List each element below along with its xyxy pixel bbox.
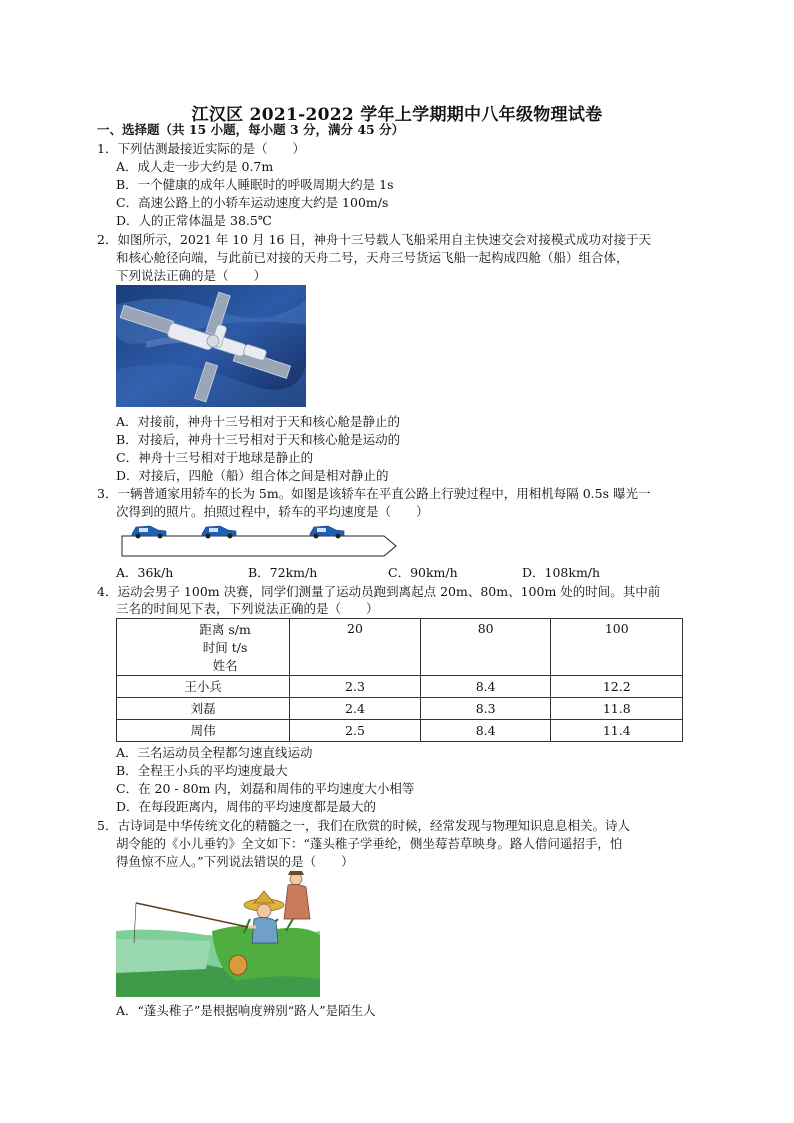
q1-option-c: C．高速公路上的小轿车运动速度大约是 100m/s (116, 195, 389, 210)
q3-option-a: A．36k/h (116, 565, 174, 580)
q2-option-d: D．对接后，四舱（船）组合体之间是相对静止的 (116, 468, 389, 483)
table-row: 周伟 2.5 8.4 11.4 (117, 720, 683, 742)
q4-option-b: B．全程王小兵的平均速度最大 (116, 763, 288, 778)
fishing-child-illustration (116, 869, 320, 997)
q4-option-d: D．在每段距离内，周伟的平均速度都是最大的 (116, 799, 377, 814)
question-5-stem-line3: 得鱼惊不应人。”下列说法错误的是（ ） (116, 854, 354, 869)
question-3-stem-line2: 次得到的照片。拍照过程中，轿车的平均速度是（ ） (116, 504, 429, 519)
question-4-stem-line1: 4．运动会男子 100m 决赛，同学们测量了运动员跑到离起点 20m、80m、100m 处的时间。其中前 (97, 584, 661, 599)
question-2-stem-line3: 下列说法正确的是（ ） (116, 268, 267, 283)
question-1-stem: 1．下列估测最接近实际的是（ ） (97, 141, 305, 156)
q1-option-d: D．人的正常体温是 38.5℃ (116, 213, 272, 228)
q3-option-c: C．90km/h (388, 565, 458, 580)
table-header-80: 80 (420, 619, 551, 676)
question-4-stem-line2: 三名的时间见下表，下列说法正确的是（ ） (116, 601, 379, 616)
table-header-corner: 距离 s/m 时间 t/s 姓名 (117, 619, 290, 676)
section-heading: 一、选择题（共 15 小题，每小题 3 分，满分 45 分） (97, 122, 405, 137)
q1-option-b: B．一个健康的成年人睡眠时的呼吸周期大约是 1s (116, 177, 394, 192)
q2-option-b: B．对接后，神舟十三号相对于天和核心舱是运动的 (116, 432, 401, 447)
q3-option-d: D．108km/h (522, 565, 601, 580)
q2-option-c: C．神舟十三号相对于地球是静止的 (116, 450, 314, 465)
table-row: 刘磊 2.4 8.3 11.8 (117, 698, 683, 720)
q5-option-a: A．“蓬头稚子”是根据响度辨别“路人”是陌生人 (116, 1003, 376, 1018)
table-header-20: 20 (290, 619, 421, 676)
question-5-stem-line1: 5．古诗词是中华传统文化的精髓之一，我们在欣赏的时候，经常发现与物理知识息息相关。诗人 (97, 818, 630, 833)
table-row: 王小兵 2.3 8.4 12.2 (117, 676, 683, 698)
space-station-image (116, 285, 306, 407)
q2-option-a: A．对接前，神舟十三号相对于天和核心舱是静止的 (116, 414, 401, 429)
table-header-100: 100 (551, 619, 683, 676)
q1-option-a: A．成人走一步大约是 0.7m (116, 159, 274, 174)
car-road-diagram (116, 520, 400, 562)
question-2-stem-line1: 2．如图所示，2021 年 10 月 16 日，神舟十三号载人飞船采用自主快速交会对接模式成功对接于天 (97, 232, 651, 247)
question-5-stem-line2: 胡令能的《小儿垂钓》全文如下：“蓬头稚子学垂纶，侧坐莓苔草映身。路人借问遥招手，怕 (116, 836, 623, 851)
q4-option-a: A．三名运动员全程都匀速直线运动 (116, 745, 313, 760)
q4-option-c: C．在 20 - 80m 内，刘磊和周伟的平均速度大小相等 (116, 781, 415, 796)
q3-option-b: B．72km/h (248, 565, 318, 580)
question-3-stem-line1: 3．一辆普通家用轿车的长为 5m。如图是该轿车在平直公路上行驶过程中，用相机每隔 0.5s 曝光一 (97, 486, 651, 501)
question-2-stem-line2: 和核心舱径向端，与此前已对接的天舟二号，天舟三号货运飞船一起构成四舱（船）组合体， (116, 250, 629, 265)
race-time-table (116, 618, 683, 742)
exam-title: 江汉区 2021-2022 学年上学期期中八年级物理试卷 (191, 105, 603, 125)
